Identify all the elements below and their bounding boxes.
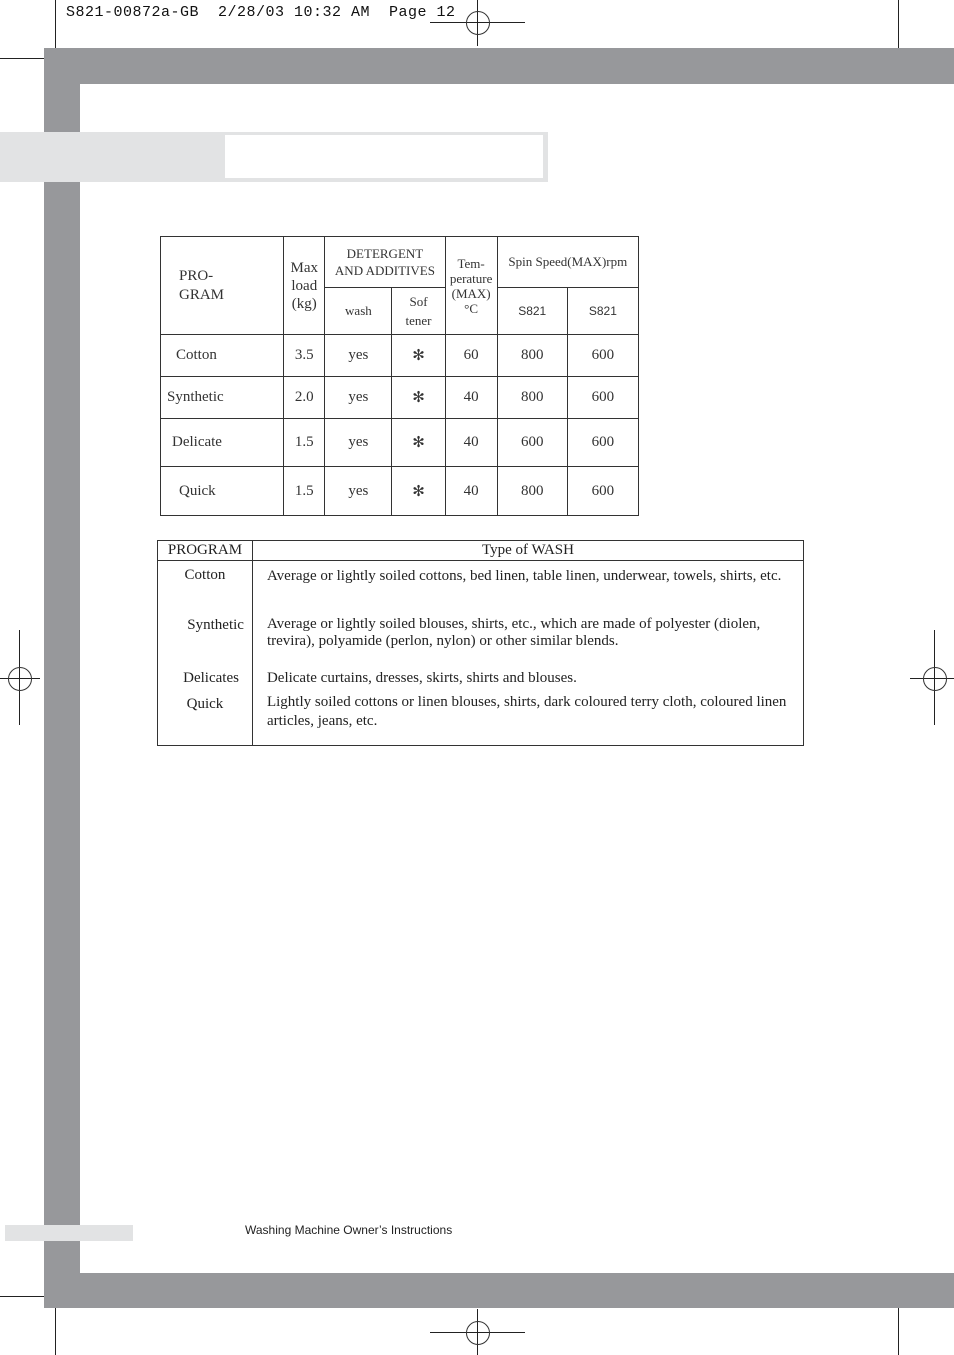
header-program: PRO- GRAM [161,237,284,335]
header-detergent: DETERGENT AND ADDITIVES [325,237,445,288]
wash-program-name: Delicates [183,670,239,686]
registration-mark-top [430,0,525,48]
program-name: Delicate [161,419,284,467]
crop-mark [898,0,899,48]
spin-speed-b: 600 [567,377,638,419]
spin-speed-a: 600 [497,419,567,467]
registration-mark-bottom [430,1309,525,1355]
temperature-value: 40 [445,377,497,419]
softener-value: ✻ [392,467,445,516]
table-row [161,335,639,377]
frame-bottom-bar [44,1273,954,1308]
softener-value: ✻ [392,377,445,419]
crop-mark [55,1308,56,1355]
registration-mark-left [0,630,40,725]
wash-value: yes [325,467,392,516]
print-slug: S821-00872a-GB 2/28/03 10:32 AM Page 12 [66,4,456,21]
crop-mark [898,1308,899,1355]
max-load: 3.5 [284,335,325,377]
spin-speed-b: 600 [567,467,638,516]
wash-program-name: Quick [186,696,224,712]
wash-description: Average or lightly soiled blouses, shirts, etc., which are made of polyester (diolen, trevira), polyamide (perlon, nylon) or other similar blends. [266,616,761,649]
program-spec-table [160,236,639,516]
header-model-a: S821 [497,288,567,335]
temperature-value: 40 [445,419,497,467]
section-header-box [225,135,543,178]
wash-type-table [157,540,804,746]
spin-speed-b: 600 [567,419,638,467]
temperature-value: 40 [445,467,497,516]
header-spin-speed: Spin Speed(MAX)rpm [497,237,638,288]
spin-speed-a: 800 [497,377,567,419]
softener-value: ✻ [392,419,445,467]
max-load: 2.0 [284,377,325,419]
program-name: Cotton [161,335,284,377]
table-row [161,467,639,516]
wash-description: Average or lightly soiled cottons, bed linen, table linen, underwear, towels, shirts, etc. [266,568,782,584]
max-load: 1.5 [284,419,325,467]
table-row [161,419,639,467]
program-name: Quick [161,467,284,516]
header-temperature: Tem- perature (MAX) °C [445,237,497,335]
temperature-value: 60 [445,335,497,377]
frame-top-bar [44,48,954,84]
wash-description: Delicate curtains, dresses, skirts, shirts and blouses. [266,670,577,686]
wash-value: yes [325,335,392,377]
wash-program-name: Synthetic [187,617,244,633]
crop-mark [0,1296,44,1297]
wash-program-name: Cotton [184,567,226,583]
registration-mark-right [910,630,954,725]
spin-speed-a: 800 [497,335,567,377]
crop-mark [55,0,56,48]
program-name: Synthetic [161,377,284,419]
wash-value: yes [325,419,392,467]
wash-description: Lightly soiled cottons or linen blouses, shirts, dark coloured terry cloth, coloured linen articles, jeans, etc. [266,694,787,729]
header-program: PROGRAM [158,541,253,561]
max-load: 1.5 [284,467,325,516]
header-max-load: Max load (kg) [284,237,325,335]
header-softener: Sof tener [392,288,445,335]
spin-speed-b: 600 [567,335,638,377]
footer-text: Washing Machine Owner’s Instructions [245,1223,453,1237]
softener-value: ✻ [392,335,445,377]
footer-accent-bar [5,1225,133,1241]
crop-mark [0,58,44,59]
wash-value: yes [325,377,392,419]
frame-left-bar [44,48,80,1308]
header-model-b: S821 [567,288,638,335]
table-row [161,377,639,419]
header-wash: wash [325,288,392,335]
spin-speed-a: 800 [497,467,567,516]
header-type-of-wash: Type of WASH [252,541,803,561]
